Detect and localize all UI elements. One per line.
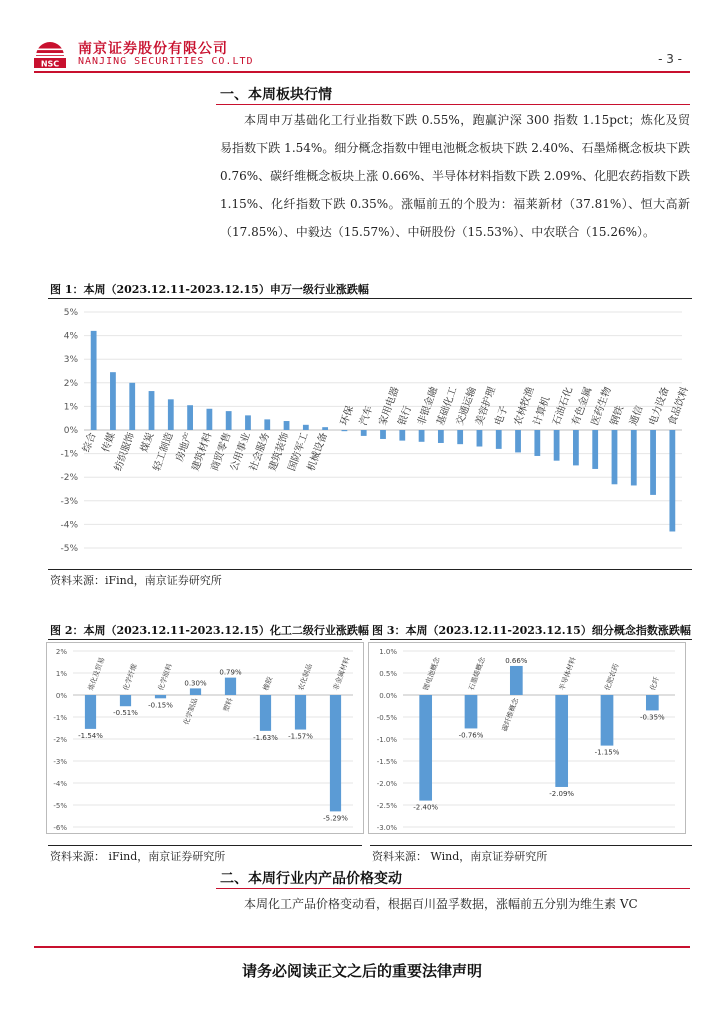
bar — [187, 405, 193, 430]
y-tick-label: -2% — [60, 473, 78, 484]
y-tick-label: -5% — [53, 802, 67, 810]
category-label: 化纤 — [648, 675, 662, 692]
y-tick-label: 1% — [63, 402, 78, 413]
company-name-cn: 南京证券股份有限公司 — [78, 41, 228, 57]
y-tick-label: -2% — [53, 736, 67, 744]
fig3-title: 图 3：本周（2023.12.11-2023.12.15）细分概念指数涨跌幅 — [372, 624, 691, 637]
category-label: 塑料 — [222, 696, 235, 713]
bar — [465, 695, 478, 728]
fig2-chart — [46, 642, 364, 834]
category-label: 化学制品 — [182, 696, 200, 726]
bar — [168, 399, 174, 430]
category-label: 农林牧渔 — [512, 385, 537, 428]
category-label: 非金属材料 — [331, 656, 352, 692]
y-tick-label: 0.5% — [379, 670, 397, 678]
bar — [477, 430, 483, 447]
bar — [120, 695, 131, 706]
data-label: -1.63% — [253, 733, 278, 742]
fig2-chart-svg — [47, 643, 363, 833]
fig1-title: 图 1：本周（2023.12.11-2023.12.15）申万一级行业涨跌幅 — [50, 283, 369, 296]
bar — [380, 430, 386, 439]
data-label: -2.40% — [413, 803, 439, 812]
bar — [226, 411, 232, 430]
data-label: -1.54% — [78, 731, 103, 740]
category-label: 石油石化 — [551, 385, 576, 428]
category-label: 化学纤维 — [121, 662, 139, 692]
y-tick-label: 0% — [63, 426, 78, 436]
data-label: -2.09% — [549, 789, 575, 798]
section2-paragraph: 本周化工产品价格变动看，根据百川盈孚数据，涨幅前五分别为维生素 VC — [244, 897, 638, 911]
page-number: - 3 - — [658, 52, 682, 66]
y-tick-label: 1.0% — [379, 648, 397, 656]
legal-notice: 请务必阅读正文之后的重要法律声明 — [241, 962, 482, 980]
y-tick-label: -1.0% — [376, 736, 397, 744]
category-label: 纺织服饰 — [113, 431, 138, 473]
y-tick-label: -2.5% — [376, 802, 397, 810]
category-label: 国防军工 — [286, 431, 311, 473]
bar — [646, 695, 659, 710]
y-tick-label: 4% — [63, 331, 78, 342]
category-label: 橡胶 — [261, 675, 275, 692]
bar — [245, 415, 251, 430]
section2-title: 二、本周行业内产品价格变动 — [220, 871, 402, 887]
fig3-source: 资料来源： Wind，南京证券研究所 — [372, 850, 548, 863]
y-tick-label: -1% — [53, 714, 67, 722]
y-tick-label: -2.0% — [376, 780, 397, 788]
category-label: 煤炭 — [139, 431, 157, 454]
bar — [129, 383, 135, 430]
category-label: 建筑材料 — [190, 431, 215, 473]
fig2-top-rule — [48, 639, 362, 640]
y-tick-label: -3% — [60, 496, 78, 507]
category-label: 社会服务 — [248, 431, 273, 473]
bar — [342, 430, 348, 431]
bar — [284, 421, 290, 430]
category-label: 通信 — [628, 404, 646, 428]
bar — [438, 430, 444, 443]
header-divider — [34, 71, 690, 73]
bar — [264, 419, 270, 430]
data-label: 0.30% — [184, 679, 207, 688]
category-label: 碳纤维概念 — [500, 696, 521, 733]
data-label: -5.29% — [323, 814, 348, 823]
bar — [260, 695, 271, 731]
category-label: 轻工制造 — [151, 431, 176, 473]
category-label: 半导体材料 — [558, 656, 578, 692]
category-label: 环保 — [338, 404, 357, 428]
y-tick-label: 2% — [55, 648, 67, 656]
bar — [555, 695, 568, 787]
bar — [496, 430, 502, 449]
category-label: 银行 — [396, 404, 414, 428]
bar — [510, 666, 523, 695]
fig3-chart — [368, 642, 686, 834]
category-label: 化学原料 — [156, 662, 174, 692]
nsc-logo-icon — [32, 36, 68, 72]
bar — [190, 688, 201, 695]
y-tick-label: -1% — [60, 449, 78, 460]
bar — [592, 430, 598, 469]
bar — [91, 331, 97, 430]
category-label: 医药生物 — [589, 385, 614, 428]
y-tick-label: 0.0% — [379, 692, 397, 700]
bar — [295, 695, 306, 730]
fig1-top-rule — [48, 298, 692, 299]
bar — [110, 372, 116, 430]
y-tick-label: -0.5% — [376, 714, 397, 722]
category-label: 房地产 — [174, 431, 195, 464]
bar — [534, 430, 540, 456]
fig1-chart — [50, 302, 690, 566]
fig1-source: 资料来源：iFind，南京证券研究所 — [50, 574, 222, 587]
bar — [361, 430, 367, 436]
footer-divider — [34, 946, 690, 948]
bar — [330, 695, 341, 811]
y-tick-label: -4% — [60, 520, 78, 531]
fig3-top-rule — [370, 639, 692, 640]
data-label: -1.57% — [288, 732, 313, 741]
bar — [554, 430, 560, 461]
bar — [303, 425, 309, 430]
category-label: 锂电池概念 — [422, 656, 442, 692]
data-label: -0.76% — [458, 731, 484, 740]
y-tick-label: -1.5% — [376, 758, 397, 766]
bar — [206, 409, 212, 430]
y-tick-label: 5% — [63, 308, 78, 318]
category-label: 计算机 — [531, 395, 553, 428]
category-label: 电子 — [493, 404, 511, 428]
category-label: 商贸零售 — [209, 431, 234, 473]
fig1-chart-svg — [50, 302, 690, 566]
data-label: 0.79% — [219, 668, 242, 677]
company-name-en: NANJING SECURITIES CO.LTD — [78, 56, 254, 67]
category-label: 农化制品 — [296, 662, 314, 692]
category-label: 化肥农药 — [603, 662, 621, 692]
category-label: 综合 — [81, 431, 99, 454]
fig2-source: 资料来源： iFind，南京证券研究所 — [50, 850, 226, 863]
y-tick-label: -4% — [53, 780, 67, 788]
bar — [85, 695, 96, 729]
y-tick-label: -6% — [53, 824, 67, 832]
bar — [669, 430, 675, 531]
bar — [573, 430, 579, 465]
category-label: 炼化及贸易 — [86, 656, 107, 692]
bar — [155, 695, 166, 698]
bar — [457, 430, 463, 444]
category-label: 石墨烯概念 — [467, 656, 487, 692]
bar — [399, 430, 405, 441]
category-label: 基础化工 — [435, 385, 460, 428]
data-label: 0.66% — [505, 656, 528, 665]
data-label: -1.15% — [594, 748, 620, 757]
category-label: 钢铁 — [608, 404, 627, 428]
category-label: 美容护理 — [473, 385, 498, 428]
fig3-chart-svg — [369, 643, 685, 833]
logo-text: NSC — [40, 59, 60, 69]
bar — [149, 391, 155, 430]
bar — [419, 695, 432, 801]
data-label: -0.35% — [639, 713, 665, 722]
bar — [225, 678, 236, 695]
y-tick-label: 1% — [55, 670, 67, 678]
section1-underline — [216, 104, 690, 105]
bar — [612, 430, 618, 484]
category-label: 家用电器 — [377, 385, 402, 428]
y-tick-label: 3% — [63, 355, 78, 366]
fig2-bottom-rule — [48, 845, 362, 846]
category-label: 交通运输 — [454, 385, 479, 428]
category-label: 食品饮料 — [666, 385, 690, 428]
category-label: 电力设备 — [647, 385, 672, 428]
section1-paragraph: 本周申万基础化工行业指数下跌 0.55%，跑赢沪深 300 指数 1.15pct；炼化及贸易指数下跌 1.54%。细分概念指数中锂电池概念板块下跌 2.40%、石墨烯概念板块下跌 0.76%、碳纤维概念板块上涨 0.66%、半导体材料指数下跌 2.09%、化肥农药指数下跌 1.15%、化纤指数下跌 0.35%。涨幅前五的个股为：福莱新材（37.81%）、恒大高新（17.85%）、中毅达（15.57%）、中研股份（15.53%）、中农联合（15.26%）。 — [220, 113, 690, 239]
y-tick-label: 0% — [55, 692, 67, 700]
bar — [650, 430, 656, 495]
section2-underline — [216, 888, 690, 889]
category-label: 非银金融 — [416, 385, 441, 428]
bar — [419, 430, 425, 442]
bar — [515, 430, 521, 452]
category-label: 公用事业 — [228, 431, 253, 473]
fig2-title: 图 2：本周（2023.12.11-2023.12.15）化工二级行业涨跌幅 — [50, 624, 369, 637]
data-label: -0.51% — [113, 709, 138, 718]
fig1-bottom-rule — [48, 569, 692, 570]
nsc-logo — [32, 36, 68, 72]
y-tick-label: -3% — [53, 758, 67, 766]
y-tick-label: 2% — [63, 378, 78, 389]
category-label: 机械设备 — [305, 431, 330, 473]
category-label: 有色金属 — [570, 385, 595, 428]
y-tick-label: -3.0% — [376, 824, 397, 832]
section1-title: 一、本周板块行情 — [220, 87, 332, 103]
category-label: 建筑装饰 — [267, 431, 292, 473]
bar — [631, 430, 637, 485]
bar — [601, 695, 614, 746]
y-tick-label: -5% — [60, 544, 78, 554]
data-label: -0.15% — [148, 701, 173, 710]
fig3-bottom-rule — [370, 845, 692, 846]
bar — [322, 427, 328, 430]
category-label: 汽车 — [358, 404, 376, 428]
category-label: 传媒 — [100, 431, 118, 454]
